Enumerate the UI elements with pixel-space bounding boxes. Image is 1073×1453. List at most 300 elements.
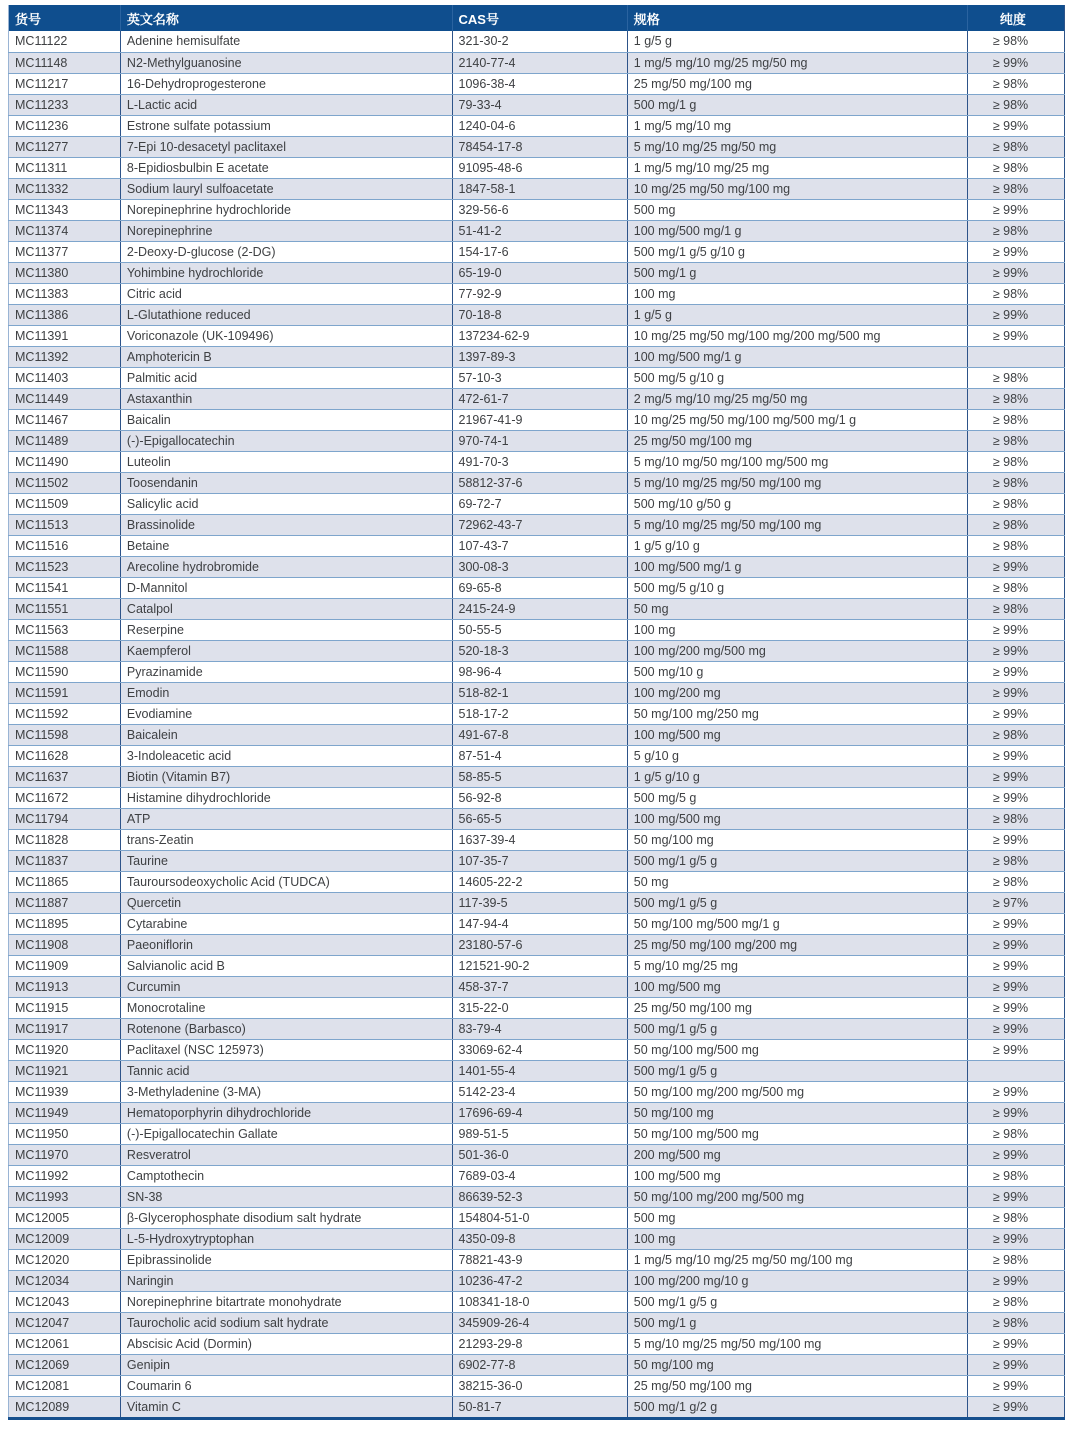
cell-item-no: MC11513: [9, 514, 121, 535]
cell-name: Luteolin: [120, 451, 452, 472]
cell-cas: 329-56-6: [452, 199, 627, 220]
cell-spec: 100 mg/200 mg: [627, 682, 967, 703]
cell-cas: 108341-18-0: [452, 1291, 627, 1312]
cell-cas: 345909-26-4: [452, 1312, 627, 1333]
table-row: [9, 304, 1065, 325]
cell-name: SN-38: [120, 1186, 452, 1207]
cell-item-no: MC11374: [9, 220, 121, 241]
cell-cas: 38215-36-0: [452, 1375, 627, 1396]
cell-item-no: MC11377: [9, 241, 121, 262]
cell-purity: ≥ 99%: [967, 997, 1064, 1018]
cell-purity: ≥ 99%: [967, 241, 1064, 262]
cell-cas: 72962-43-7: [452, 514, 627, 535]
table-row: [9, 1354, 1065, 1375]
cell-cas: 70-18-8: [452, 304, 627, 325]
cell-name: Rotenone (Barbasco): [120, 1018, 452, 1039]
cell-name: Histamine dihydrochloride: [120, 787, 452, 808]
table-row: [9, 850, 1065, 871]
cell-item-no: MC11908: [9, 934, 121, 955]
table-row: [9, 745, 1065, 766]
cell-cas: 7689-03-4: [452, 1165, 627, 1186]
table-row: [9, 1102, 1065, 1123]
cell-item-no: MC11949: [9, 1102, 121, 1123]
cell-cas: 50-55-5: [452, 619, 627, 640]
cell-spec: 100 mg/500 mg/1 g: [627, 556, 967, 577]
cell-cas: 78454-17-8: [452, 136, 627, 157]
table-row: [9, 94, 1065, 115]
cell-cas: 2140-77-4: [452, 52, 627, 73]
cell-spec: 50 mg/100 mg: [627, 1354, 967, 1375]
cell-purity: ≥ 99%: [967, 1186, 1064, 1207]
cell-cas: 137234-62-9: [452, 325, 627, 346]
cell-item-no: MC11794: [9, 808, 121, 829]
cell-cas: 57-10-3: [452, 367, 627, 388]
cell-spec: 500 mg/1 g/5 g/10 g: [627, 241, 967, 262]
cell-name: Norepinephrine: [120, 220, 452, 241]
cell-name: Adenine hemisulfate: [120, 31, 452, 52]
cell-purity: ≥ 98%: [967, 73, 1064, 94]
cell-item-no: MC11332: [9, 178, 121, 199]
cell-cas: 10236-47-2: [452, 1270, 627, 1291]
cell-item-no: MC12061: [9, 1333, 121, 1354]
cell-item-no: MC11917: [9, 1018, 121, 1039]
table-row: [9, 409, 1065, 430]
cell-purity: ≥ 98%: [967, 1291, 1064, 1312]
table-row: [9, 514, 1065, 535]
cell-spec: 1 g/5 g: [627, 31, 967, 52]
cell-item-no: MC11311: [9, 157, 121, 178]
cell-item-no: MC11380: [9, 262, 121, 283]
table-row: [9, 598, 1065, 619]
cell-cas: 1397-89-3: [452, 346, 627, 367]
cell-item-no: MC11913: [9, 976, 121, 997]
cell-item-no: MC11828: [9, 829, 121, 850]
cell-purity: ≥ 98%: [967, 94, 1064, 115]
cell-purity: ≥ 98%: [967, 451, 1064, 472]
cell-name: (-)-Epigallocatechin: [120, 430, 452, 451]
cell-purity: ≥ 98%: [967, 1207, 1064, 1228]
table-row: [9, 1228, 1065, 1249]
cell-name: N2-Methylguanosine: [120, 52, 452, 73]
cell-spec: 100 mg: [627, 283, 967, 304]
table-row: [9, 430, 1065, 451]
cell-purity: ≥ 98%: [967, 871, 1064, 892]
cell-spec: 500 mg/5 g: [627, 787, 967, 808]
cell-name: Catalpol: [120, 598, 452, 619]
cell-cas: 56-65-5: [452, 808, 627, 829]
cell-purity: ≥ 98%: [967, 367, 1064, 388]
table-row: [9, 136, 1065, 157]
cell-purity: ≥ 98%: [967, 577, 1064, 598]
table-row: [9, 766, 1065, 787]
cell-purity: ≥ 98%: [967, 430, 1064, 451]
cell-item-no: MC11837: [9, 850, 121, 871]
cell-purity: ≥ 99%: [967, 976, 1064, 997]
cell-cas: 1401-55-4: [452, 1060, 627, 1081]
table-row: [9, 325, 1065, 346]
cell-item-no: MC11591: [9, 682, 121, 703]
header-row: [9, 5, 1065, 31]
table-row: [9, 1207, 1065, 1228]
cell-item-no: MC11628: [9, 745, 121, 766]
cell-purity: ≥ 98%: [967, 493, 1064, 514]
cell-spec: 1 mg/5 mg/10 mg/25 mg/50 mg: [627, 52, 967, 73]
cell-spec: 5 mg/10 mg/25 mg/50 mg/100 mg: [627, 514, 967, 535]
cell-name: Epibrassinolide: [120, 1249, 452, 1270]
cell-purity: ≥ 99%: [967, 115, 1064, 136]
cell-spec: 10 mg/25 mg/50 mg/100 mg/200 mg/500 mg: [627, 325, 967, 346]
cell-name: Tannic acid: [120, 1060, 452, 1081]
cell-name: L-Lactic acid: [120, 94, 452, 115]
cell-item-no: MC11217: [9, 73, 121, 94]
table-row: [9, 997, 1065, 1018]
table-row: [9, 1123, 1065, 1144]
table-row: [9, 682, 1065, 703]
cell-spec: 50 mg/100 mg/500 mg/1 g: [627, 913, 967, 934]
cell-cas: 501-36-0: [452, 1144, 627, 1165]
cell-purity: ≥ 98%: [967, 283, 1064, 304]
cell-purity: ≥ 98%: [967, 808, 1064, 829]
cell-name: Hematoporphyrin dihydrochloride: [120, 1102, 452, 1123]
cell-purity: ≥ 98%: [967, 31, 1064, 52]
cell-purity: ≥ 99%: [967, 640, 1064, 661]
cell-item-no: MC12034: [9, 1270, 121, 1291]
cell-purity: ≥ 98%: [967, 178, 1064, 199]
cell-item-no: MC11541: [9, 577, 121, 598]
cell-purity: ≥ 99%: [967, 1018, 1064, 1039]
cell-spec: 1 mg/5 mg/10 mg: [627, 115, 967, 136]
cell-name: Taurocholic acid sodium salt hydrate: [120, 1312, 452, 1333]
cell-cas: 458-37-7: [452, 976, 627, 997]
cell-name: L-Glutathione reduced: [120, 304, 452, 325]
table-row: [9, 451, 1065, 472]
table-row: [9, 661, 1065, 682]
cell-name: Brassinolide: [120, 514, 452, 535]
cell-cas: 518-17-2: [452, 703, 627, 724]
cell-name: 3-Methyladenine (3-MA): [120, 1081, 452, 1102]
cell-spec: 100 mg/200 mg/10 g: [627, 1270, 967, 1291]
cell-name: 2-Deoxy-D-glucose (2-DG): [120, 241, 452, 262]
cell-spec: 100 mg/500 mg: [627, 808, 967, 829]
table-row: [9, 262, 1065, 283]
cell-name: Paeoniflorin: [120, 934, 452, 955]
cell-purity: ≥ 98%: [967, 136, 1064, 157]
cell-purity: ≥ 98%: [967, 220, 1064, 241]
cell-spec: 100 mg/500 mg: [627, 976, 967, 997]
cell-purity: ≥ 98%: [967, 157, 1064, 178]
cell-item-no: MC12020: [9, 1249, 121, 1270]
cell-spec: 100 mg/500 mg/1 g: [627, 346, 967, 367]
table-row: [9, 241, 1065, 262]
cell-name: Monocrotaline: [120, 997, 452, 1018]
cell-spec: 5 g/10 g: [627, 745, 967, 766]
cell-item-no: MC12089: [9, 1396, 121, 1418]
cell-name: Vitamin C: [120, 1396, 452, 1418]
table-row: [9, 871, 1065, 892]
table-row: [9, 787, 1065, 808]
cell-cas: 2415-24-9: [452, 598, 627, 619]
cell-spec: 500 mg/1 g/5 g: [627, 850, 967, 871]
cell-spec: 5 mg/10 mg/25 mg/50 mg/100 mg: [627, 1333, 967, 1354]
cell-name: D-Mannitol: [120, 577, 452, 598]
cell-name: Arecoline hydrobromide: [120, 556, 452, 577]
cell-name: Coumarin 6: [120, 1375, 452, 1396]
table-row: [9, 1186, 1065, 1207]
cell-purity: ≥ 99%: [967, 766, 1064, 787]
cell-spec: 5 mg/10 mg/50 mg/100 mg/500 mg: [627, 451, 967, 472]
cell-purity: ≥ 99%: [967, 661, 1064, 682]
cell-name: Norepinephrine hydrochloride: [120, 199, 452, 220]
cell-name: Abscisic Acid (Dormin): [120, 1333, 452, 1354]
table-row: [9, 220, 1065, 241]
cell-name: Quercetin: [120, 892, 452, 913]
cell-name: Yohimbine hydrochloride: [120, 262, 452, 283]
cell-purity: ≥ 99%: [967, 829, 1064, 850]
cell-purity: ≥ 99%: [967, 556, 1064, 577]
table-row: [9, 724, 1065, 745]
cell-item-no: MC11590: [9, 661, 121, 682]
cell-cas: 315-22-0: [452, 997, 627, 1018]
table-row: [9, 913, 1065, 934]
cell-purity: ≥ 99%: [967, 1270, 1064, 1291]
cell-name: Taurine: [120, 850, 452, 871]
table-body: [9, 31, 1065, 1418]
table-row: [9, 976, 1065, 997]
cell-item-no: MC11277: [9, 136, 121, 157]
cell-cas: 5142-23-4: [452, 1081, 627, 1102]
table-row: [9, 892, 1065, 913]
cell-purity: ≥ 99%: [967, 913, 1064, 934]
cell-item-no: MC11523: [9, 556, 121, 577]
cell-spec: 500 mg/1 g/5 g: [627, 1018, 967, 1039]
table-row: [9, 808, 1065, 829]
cell-item-no: MC11592: [9, 703, 121, 724]
cell-cas: 91095-48-6: [452, 157, 627, 178]
cell-name: Citric acid: [120, 283, 452, 304]
cell-item-no: MC11489: [9, 430, 121, 451]
cell-name: Sodium lauryl sulfoacetate: [120, 178, 452, 199]
table-row: [9, 535, 1065, 556]
cell-name: Resveratrol: [120, 1144, 452, 1165]
cell-cas: 86639-52-3: [452, 1186, 627, 1207]
cell-purity: ≥ 99%: [967, 325, 1064, 346]
cell-purity: ≥ 98%: [967, 1312, 1064, 1333]
cell-item-no: MC11236: [9, 115, 121, 136]
cell-item-no: MC11993: [9, 1186, 121, 1207]
cell-spec: 100 mg/500 mg: [627, 724, 967, 745]
cell-cas: 79-33-4: [452, 94, 627, 115]
cell-spec: 500 mg/1 g: [627, 94, 967, 115]
cell-item-no: MC11909: [9, 955, 121, 976]
cell-spec: 25 mg/50 mg/100 mg: [627, 1375, 967, 1396]
cell-name: Emodin: [120, 682, 452, 703]
cell-purity: ≥ 99%: [967, 1228, 1064, 1249]
cell-cas: 989-51-5: [452, 1123, 627, 1144]
cell-cas: 520-18-3: [452, 640, 627, 661]
cell-spec: 500 mg/1 g: [627, 1312, 967, 1333]
cell-spec: 1 g/5 g/10 g: [627, 766, 967, 787]
table-row: [9, 1333, 1065, 1354]
cell-purity: ≥ 99%: [967, 1396, 1064, 1418]
cell-spec: 5 mg/10 mg/25 mg: [627, 955, 967, 976]
cell-item-no: MC11939: [9, 1081, 121, 1102]
cell-item-no: MC11598: [9, 724, 121, 745]
cell-purity: ≥ 98%: [967, 514, 1064, 535]
cell-purity: [967, 346, 1064, 367]
cell-name: Baicalein: [120, 724, 452, 745]
table-row: [9, 115, 1065, 136]
cell-cas: 6902-77-8: [452, 1354, 627, 1375]
cell-purity: ≥ 98%: [967, 472, 1064, 493]
cell-item-no: MC11148: [9, 52, 121, 73]
cell-cas: 87-51-4: [452, 745, 627, 766]
cell-name: 8-Epidiosbulbin E acetate: [120, 157, 452, 178]
table-row: [9, 472, 1065, 493]
cell-item-no: MC11950: [9, 1123, 121, 1144]
cell-purity: ≥ 99%: [967, 1354, 1064, 1375]
cell-purity: ≥ 99%: [967, 619, 1064, 640]
cell-name: (-)-Epigallocatechin Gallate: [120, 1123, 452, 1144]
cell-name: Genipin: [120, 1354, 452, 1375]
cell-name: 3-Indoleacetic acid: [120, 745, 452, 766]
cell-cas: 491-70-3: [452, 451, 627, 472]
cell-item-no: MC12009: [9, 1228, 121, 1249]
cell-item-no: MC11509: [9, 493, 121, 514]
cell-name: 16-Dehydroprogesterone: [120, 73, 452, 94]
cell-cas: 121521-90-2: [452, 955, 627, 976]
cell-spec: 500 mg/1 g/5 g: [627, 1060, 967, 1081]
cell-item-no: MC11449: [9, 388, 121, 409]
cell-spec: 25 mg/50 mg/100 mg: [627, 430, 967, 451]
cell-purity: ≥ 99%: [967, 682, 1064, 703]
cell-name: Reserpine: [120, 619, 452, 640]
cell-cas: 472-61-7: [452, 388, 627, 409]
cell-spec: 500 mg/1 g/5 g: [627, 892, 967, 913]
cell-purity: ≥ 99%: [967, 1102, 1064, 1123]
cell-cas: 33069-62-4: [452, 1039, 627, 1060]
cell-spec: 500 mg: [627, 1207, 967, 1228]
cell-spec: 10 mg/25 mg/50 mg/100 mg/500 mg/1 g: [627, 409, 967, 430]
cell-spec: 5 mg/10 mg/25 mg/50 mg/100 mg: [627, 472, 967, 493]
cell-name: β-Glycerophosphate disodium salt hydrate: [120, 1207, 452, 1228]
cell-item-no: MC12069: [9, 1354, 121, 1375]
cell-item-no: MC11920: [9, 1039, 121, 1060]
table-row: [9, 199, 1065, 220]
cell-spec: 500 mg/1 g: [627, 262, 967, 283]
cell-cas: 154804-51-0: [452, 1207, 627, 1228]
cell-cas: 78821-43-9: [452, 1249, 627, 1270]
table-row: [9, 346, 1065, 367]
cell-spec: 50 mg/100 mg/250 mg: [627, 703, 967, 724]
cell-cas: 518-82-1: [452, 682, 627, 703]
table-row: [9, 577, 1065, 598]
cell-purity: ≥ 99%: [967, 1333, 1064, 1354]
cell-name: L-5-Hydroxytryptophan: [120, 1228, 452, 1249]
cell-name: Paclitaxel (NSC 125973): [120, 1039, 452, 1060]
cell-cas: 69-65-8: [452, 577, 627, 598]
cell-cas: 56-92-8: [452, 787, 627, 808]
col-header-item-no: 货号: [9, 5, 121, 31]
table-row: [9, 1039, 1065, 1060]
cell-item-no: MC11865: [9, 871, 121, 892]
cell-cas: 1240-04-6: [452, 115, 627, 136]
cell-name: Astaxanthin: [120, 388, 452, 409]
cell-purity: ≥ 99%: [967, 304, 1064, 325]
table-row: [9, 955, 1065, 976]
cell-spec: 500 mg/1 g/5 g: [627, 1291, 967, 1312]
table-row: [9, 52, 1065, 73]
cell-cas: 83-79-4: [452, 1018, 627, 1039]
cell-spec: 100 mg/200 mg/500 mg: [627, 640, 967, 661]
cell-name: trans-Zeatin: [120, 829, 452, 850]
cell-cas: 147-94-4: [452, 913, 627, 934]
cell-cas: 51-41-2: [452, 220, 627, 241]
cell-spec: 10 mg/25 mg/50 mg/100 mg: [627, 178, 967, 199]
cell-purity: ≥ 98%: [967, 409, 1064, 430]
cell-name: Naringin: [120, 1270, 452, 1291]
cell-purity: ≥ 98%: [967, 1249, 1064, 1270]
product-catalog-table: [8, 5, 1065, 1420]
cell-name: Estrone sulfate potassium: [120, 115, 452, 136]
cell-spec: 25 mg/50 mg/100 mg/200 mg: [627, 934, 967, 955]
cell-purity: ≥ 98%: [967, 598, 1064, 619]
cell-item-no: MC11915: [9, 997, 121, 1018]
cell-purity: ≥ 99%: [967, 52, 1064, 73]
table-row: [9, 1060, 1065, 1081]
cell-item-no: MC11516: [9, 535, 121, 556]
table-row: [9, 1270, 1065, 1291]
cell-name: Tauroursodeoxycholic Acid (TUDCA): [120, 871, 452, 892]
cell-cas: 58812-37-6: [452, 472, 627, 493]
cell-purity: ≥ 99%: [967, 745, 1064, 766]
col-header-english-name: 英文名称: [120, 5, 452, 31]
cell-name: Camptothecin: [120, 1165, 452, 1186]
table-row: [9, 1291, 1065, 1312]
cell-name: Biotin (Vitamin B7): [120, 766, 452, 787]
table-row: [9, 1081, 1065, 1102]
cell-item-no: MC11970: [9, 1144, 121, 1165]
cell-cas: 491-67-8: [452, 724, 627, 745]
cell-cas: 107-35-7: [452, 850, 627, 871]
table-row: [9, 1165, 1065, 1186]
cell-spec: 100 mg: [627, 1228, 967, 1249]
cell-item-no: MC11467: [9, 409, 121, 430]
cell-cas: 50-81-7: [452, 1396, 627, 1418]
cell-spec: 100 mg/500 mg/1 g: [627, 220, 967, 241]
cell-cas: 321-30-2: [452, 31, 627, 52]
cell-item-no: MC11637: [9, 766, 121, 787]
cell-cas: 1847-58-1: [452, 178, 627, 199]
table-row: [9, 31, 1065, 52]
cell-cas: 58-85-5: [452, 766, 627, 787]
table-row: [9, 283, 1065, 304]
cell-spec: 50 mg/100 mg: [627, 829, 967, 850]
cell-item-no: MC11563: [9, 619, 121, 640]
cell-purity: ≥ 98%: [967, 1123, 1064, 1144]
cell-cas: 21967-41-9: [452, 409, 627, 430]
cell-spec: 25 mg/50 mg/100 mg: [627, 997, 967, 1018]
cell-spec: 500 mg/10 g: [627, 661, 967, 682]
cell-spec: 1 g/5 g/10 g: [627, 535, 967, 556]
cell-name: 7-Epi 10-desacetyl paclitaxel: [120, 136, 452, 157]
cell-name: Amphotericin B: [120, 346, 452, 367]
cell-cas: 21293-29-8: [452, 1333, 627, 1354]
table-row: [9, 1396, 1065, 1418]
cell-spec: 500 mg: [627, 199, 967, 220]
cell-item-no: MC11887: [9, 892, 121, 913]
cell-name: ATP: [120, 808, 452, 829]
cell-spec: 1 mg/5 mg/10 mg/25 mg/50 mg/100 mg: [627, 1249, 967, 1270]
